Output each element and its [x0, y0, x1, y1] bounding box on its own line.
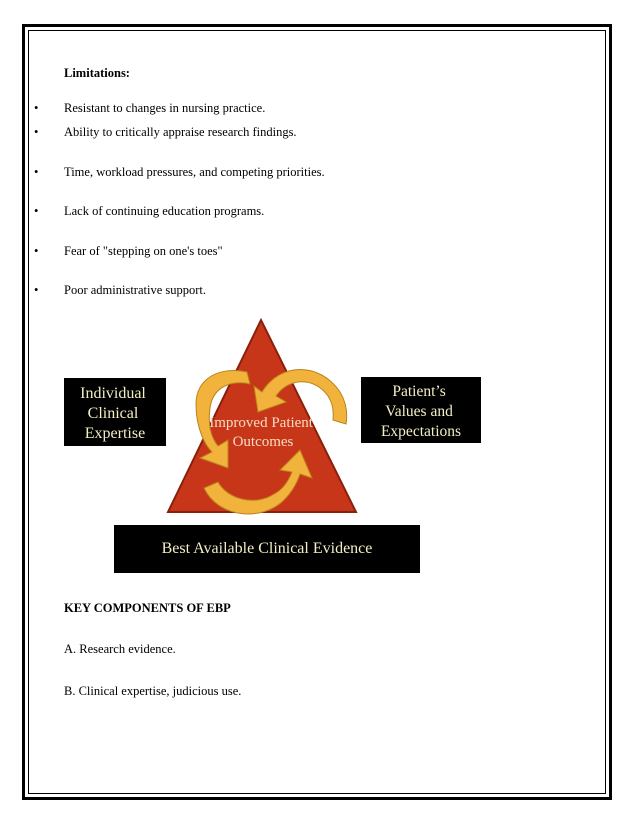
bullet-icon: • — [34, 125, 39, 139]
patient-values-line: Patient’s — [392, 383, 446, 400]
components-heading: KEY COMPONENTS OF EBP — [64, 601, 231, 615]
svg-text:Patient’s Values and E — [381, 383, 461, 440]
improved-outcomes-line: Outcomes — [232, 434, 294, 450]
limitations-heading: Limitations: — [64, 66, 130, 80]
svg-text:Individual Clinical Ex — [80, 385, 150, 442]
individual-expertise-line: Expertise — [84, 425, 146, 442]
bullet-icon: • — [34, 204, 39, 218]
patient-values-line: Expectations — [380, 423, 462, 440]
individual-expertise-line: Individual — [80, 385, 146, 402]
list-item: B. Clinical expertise, judicious use. — [64, 684, 242, 698]
bullet-icon: • — [34, 165, 39, 179]
bullet-icon: • — [34, 101, 39, 115]
improved-outcomes-line: Improved Patient — [209, 415, 313, 431]
bullet-icon: • — [34, 283, 39, 297]
bullet-icon: • — [34, 244, 39, 258]
individual-expertise-line: Clinical — [87, 405, 139, 422]
patient-values-line: Values and — [385, 403, 453, 420]
clinical-evidence-label: Best Available Clinical Evidence — [161, 540, 373, 557]
list-item: A. Research evidence. — [64, 642, 176, 656]
